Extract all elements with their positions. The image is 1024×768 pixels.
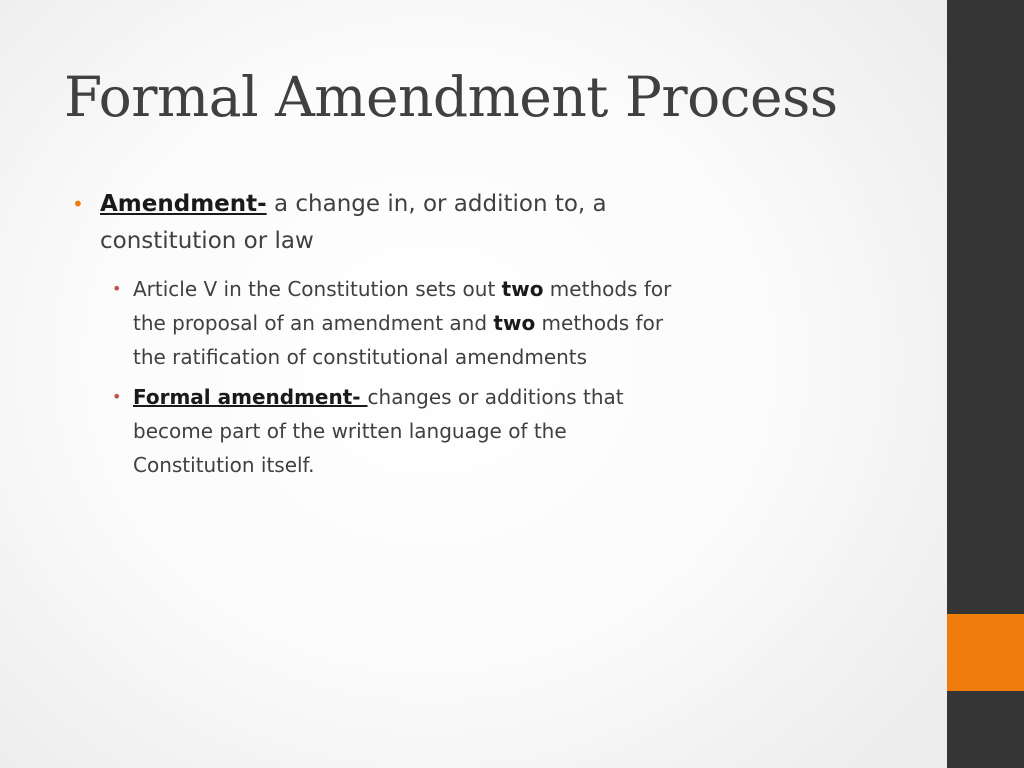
bullet-list (72, 186, 672, 482)
article-v-text-3: methods for the ratification of constitutional amendments (133, 311, 664, 369)
definition-amendment: a change in, or addition to, a constitution or law (100, 191, 607, 254)
definition-formal-amendment: changes or additions that become part of the written language of the Constitution itself. (133, 385, 624, 477)
sub-bullet-formal-amendment (100, 380, 672, 482)
article-v-text-2: methods for the proposal of an amendment and (133, 277, 672, 335)
term-formal-amendment: Formal amendment- (133, 385, 368, 409)
article-v-text-1: Article V in the Constitution sets out (133, 277, 502, 301)
bullet-dot-icon: • (72, 192, 84, 216)
orange-accent-block (947, 614, 1024, 691)
sub-bullet-dot-icon: • (112, 387, 122, 406)
article-v-bold-2: two (493, 311, 536, 335)
term-amendment: Amendment- (100, 191, 267, 217)
sub-bullet-article-v (100, 272, 672, 374)
article-v-bold-1: two (501, 277, 544, 301)
sub-bullet-dot-icon: • (112, 279, 122, 298)
sub-bullet-list (100, 272, 672, 482)
slide-title: Formal Amendment Process (64, 65, 838, 129)
bullet-amendment (72, 186, 672, 482)
slide-content (72, 186, 672, 488)
